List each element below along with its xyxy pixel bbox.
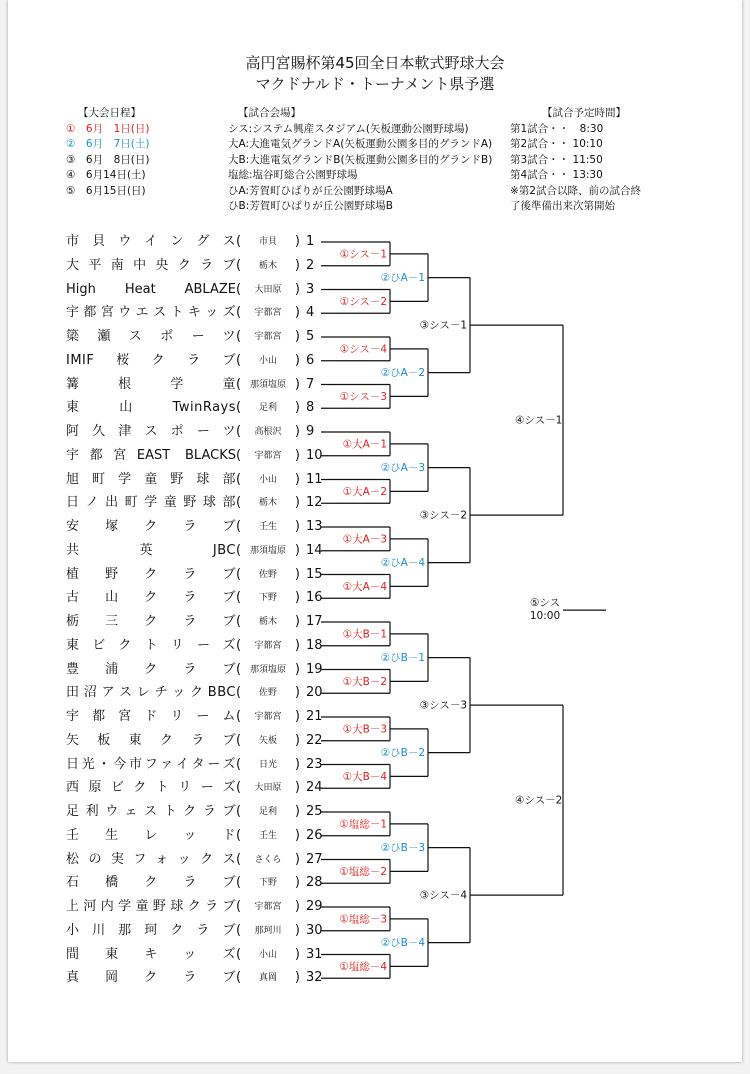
team-seed-number: 32 [306,970,323,986]
team-row: 間東キッズ ( 小山 ) 31 [66,945,316,969]
team-seed-number: 3 [306,281,315,297]
team-seed-number: 12 [306,495,323,511]
team-row: 宇都宮ドリーム ( 宇都宮 ) 21 [66,707,316,731]
time-item: 第4試合・・ 13:30 [510,169,603,181]
final-match-label: ⑤シス [529,597,561,610]
team-row: 共英JBC ( 那須塩原 ) 14 [66,541,316,565]
team-row: 篝根学童 ( 那須塩原 ) 7 [66,375,316,399]
round3-match-label: ③シス－2 [419,509,467,522]
team-row: High Heat ABLAZE ( 大田原 ) 3 [66,280,316,304]
tournament-bracket [8,0,742,1062]
time-item: 第3試合・・ 11:50 [510,153,603,166]
team-name: 宇都宮EAST BLACKS [66,447,236,463]
team-name: 共英JBC [66,542,236,558]
round2-match-label: ②ひB－3 [380,842,425,855]
schedule-heading: 【大会日程】 [78,107,141,119]
team-row: 上河内学童野球クラブ ( 宇都宮 ) 29 [66,897,316,921]
team-seed-number: 18 [306,637,323,653]
team-seed-number: 4 [306,305,315,321]
team-name: 日光・今市ファイターズ [66,756,236,772]
team-seed-number: 11 [306,471,323,487]
team-row: 矢板東クラブ ( 矢板 ) 22 [66,731,316,755]
team-seed-number: 7 [306,376,315,392]
team-row: 旭町学童野球部 ( 小山 ) 11 [66,470,316,494]
team-seed-number: 8 [306,400,315,416]
team-seed-number: 1 [306,234,315,249]
round1-match-label: ①大B－3 [342,723,387,736]
team-name: 松の実フォックス [66,851,236,867]
team-row: 宇都宮EAST BLACKS ( 宇都宮 ) 10 [66,446,316,470]
team-seed-number: 25 [306,804,323,819]
team-seed-number: 22 [306,732,323,748]
bracket-sheet [8,0,742,1062]
team-name: 栃三クラブ [66,614,236,629]
team-name: 石橋クラブ [66,875,236,891]
schedule-item: ⑤ 6月15日(日) [66,184,146,197]
team-row: 西原ビクトリーズ ( 大田原 ) 24 [66,778,316,802]
venue-item: 大B:大進電気グランドB(矢板運動公園多目的グランドB) [228,153,493,166]
round1-match-label: ①塩総－4 [339,960,387,973]
team-row: 小川那珂クラブ ( 那珂川 ) 30 [66,921,316,945]
team-name: 足利ウェストクラブ [66,804,236,819]
round1-match-label: ①シス－1 [339,248,387,261]
round1-match-label: ①塩総－1 [339,818,387,831]
round1-match-label: ①大B－4 [342,770,387,783]
round1-match-label: ①大A－2 [342,485,387,498]
team-seed-number: 24 [306,780,323,796]
team-name: 田沼アスレチックBBC [66,685,236,701]
time-item: 第1試合・・ 8:30 [510,122,604,135]
team-row: IMIF桜クラブ ( 小山 ) 6 [66,351,316,375]
team-seed-number: 23 [306,756,323,772]
team-name: 間東キッズ [66,946,236,962]
round2-match-label: ②ひA－3 [380,462,425,475]
team-name: 安塚クラブ [66,519,236,534]
venue-item: ひB:芳賀町ひばりが丘公園野球場B [228,200,393,212]
venue-item: シス:システム興産スタジアム(矢板運動公園野球場) [228,122,469,135]
team-row: 大平南中央クラブ ( 栃木 ) 2 [66,256,316,280]
round1-match-label: ①塩総－3 [339,913,387,926]
team-row: 宇都宮ウエストキッズ ( 宇都宮 ) 4 [66,303,316,327]
team-name: 篝根学童 [66,376,236,392]
team-name: 東ビクトリーズ [66,637,236,653]
team-row: 真岡クラブ ( 真岡 ) 32 [66,968,316,992]
times-heading: 【試合予定時間】 [542,107,626,119]
round1-match-label: ①大A－4 [342,580,387,593]
team-name: 真岡クラブ [66,970,236,986]
team-row: 松の実フォックス ( さくら ) 27 [66,850,316,874]
team-seed-number: 5 [306,329,315,344]
team-seed-number: 20 [306,685,323,701]
team-name: 植野クラブ [66,566,236,582]
team-seed-number: 15 [306,566,323,582]
team-name: 阿久津スポーツ [66,424,236,439]
time-item: 了後準備出来次第開始 [510,200,615,212]
round1-match-label: ①塩総－2 [339,865,387,878]
round3-match-label: ③シス－4 [419,889,467,902]
team-seed-number: 10 [306,447,323,463]
team-row: 日ノ出町学童野球部 ( 栃木 ) 12 [66,493,316,517]
team-row: 植野クラブ ( 佐野 ) 15 [66,565,316,589]
round4-match-label: ④シス－1 [515,414,563,427]
team-name: 市貝ウイングス [66,234,236,249]
team-seed-number: 2 [306,257,315,273]
round1-match-label: ①大B－2 [342,675,387,688]
team-row: 阿久津スポーツ ( 高根沢 ) 9 [66,422,316,446]
team-seed-number: 31 [306,946,323,962]
venue-item: 大A:大進電気グランドA(矢板運動公園多目的グランドA) [228,138,493,150]
round4-match-label: ④シス－2 [515,794,563,807]
venues-heading: 【試合会場】 [238,107,301,119]
team-name: High Heat ABLAZE [66,281,236,297]
schedule-item: ① 6月 1日(日) [66,122,150,135]
team-seed-number: 13 [306,519,323,534]
round1-match-label: ①大B－1 [342,628,387,641]
team-seed-number: 17 [306,614,323,629]
round2-match-label: ②ひB－4 [380,937,425,950]
team-seed-number: 21 [306,709,323,724]
round2-match-label: ②ひA－2 [380,367,425,380]
team-seed-number: 29 [306,899,323,914]
round1-match-label: ①大A－3 [342,533,387,546]
schedule-item: ④ 6月14日(土) [66,169,146,181]
team-seed-number: 27 [306,851,323,867]
team-row: 東山TwinRays ( 足利 ) 8 [66,398,316,422]
team-seed-number: 26 [306,827,323,843]
team-name: 壬生レッド [66,827,236,843]
team-seed-number: 6 [306,352,315,368]
team-row: 安塚クラブ ( 壬生 ) 13 [66,517,316,541]
round1-match-label: ①シス－3 [339,390,387,403]
round2-match-label: ②ひB－1 [380,652,425,665]
team-row: 壬生レッド ( 壬生 ) 26 [66,826,316,850]
team-seed-number: 30 [306,922,323,938]
team-row: 日光・今市ファイターズ ( 日光 ) 23 [66,755,316,779]
team-row: 石橋クラブ ( 下野 ) 28 [66,873,316,897]
team-name: 大平南中央クラブ [66,257,236,273]
team-name: 旭町学童野球部 [66,471,236,487]
round1-match-label: ①大A－1 [342,438,387,451]
team-name: 宇都宮ウエストキッズ [66,305,236,321]
team-name: 矢板東クラブ [66,732,236,748]
team-seed-number: 9 [306,424,315,439]
schedule-item: ② 6月 7日(土) [66,138,150,150]
team-name: 古山クラブ [66,590,236,606]
tournament-subtitle: マクドナルド・トーナメント県予選 [255,75,495,93]
round2-match-label: ②ひA－1 [380,272,425,285]
time-item: 第2試合・・ 10:10 [510,138,603,150]
round1-match-label: ①シス－2 [339,295,387,308]
team-row: 田沼アスレチックBBC ( 佐野 ) 20 [66,683,316,707]
team-name: 簗瀬スポーツ [66,329,236,344]
time-item: ※第2試合以降、前の試合終 [510,184,641,197]
tournament-title: 高円宮賜杯第45回全日本軟式野球大会 [245,54,505,72]
team-seed-number: 19 [306,661,323,677]
team-name: 上河内学童野球クラブ [66,899,236,914]
team-row: 古山クラブ ( 下野 ) 16 [66,588,316,612]
round2-match-label: ②ひA－4 [380,557,425,570]
final-match-time: 10:00 [529,610,561,623]
team-name: 豊浦クラブ [66,661,236,677]
team-row: 市貝ウイングス ( 市貝 ) 1 [66,232,316,256]
team-name: 日ノ出町学童野球部 [66,495,236,511]
team-seed-number: 28 [306,875,323,891]
round2-match-label: ②ひB－2 [380,747,425,760]
team-name: 宇都宮ドリーム [66,709,236,724]
team-row: 東ビクトリーズ ( 宇都宮 ) 18 [66,636,316,660]
team-name: IMIF桜クラブ [66,352,236,368]
team-seed-number: 16 [306,590,323,606]
team-name: 小川那珂クラブ [66,922,236,938]
round3-match-label: ③シス－1 [419,319,467,332]
team-row: 足利ウェストクラブ ( 足利 ) 25 [66,802,316,826]
team-name: 西原ビクトリーズ [66,780,236,796]
team-row: 栃三クラブ ( 栃木 ) 17 [66,612,316,636]
venue-item: 塩総:塩谷町総合公園野球場 [228,169,358,181]
round3-match-label: ③シス－3 [419,699,467,712]
round1-match-label: ①シス－4 [339,343,387,356]
schedule-item: ③ 6月 8日(日) [66,153,150,166]
venue-item: ひA:芳賀町ひばりが丘公園野球場A [228,184,393,197]
team-seed-number: 14 [306,542,323,558]
team-name: 東山TwinRays [66,400,236,416]
team-row: 豊浦クラブ ( 那須塩原 ) 19 [66,660,316,684]
team-row: 簗瀬スポーツ ( 宇都宮 ) 5 [66,327,316,351]
